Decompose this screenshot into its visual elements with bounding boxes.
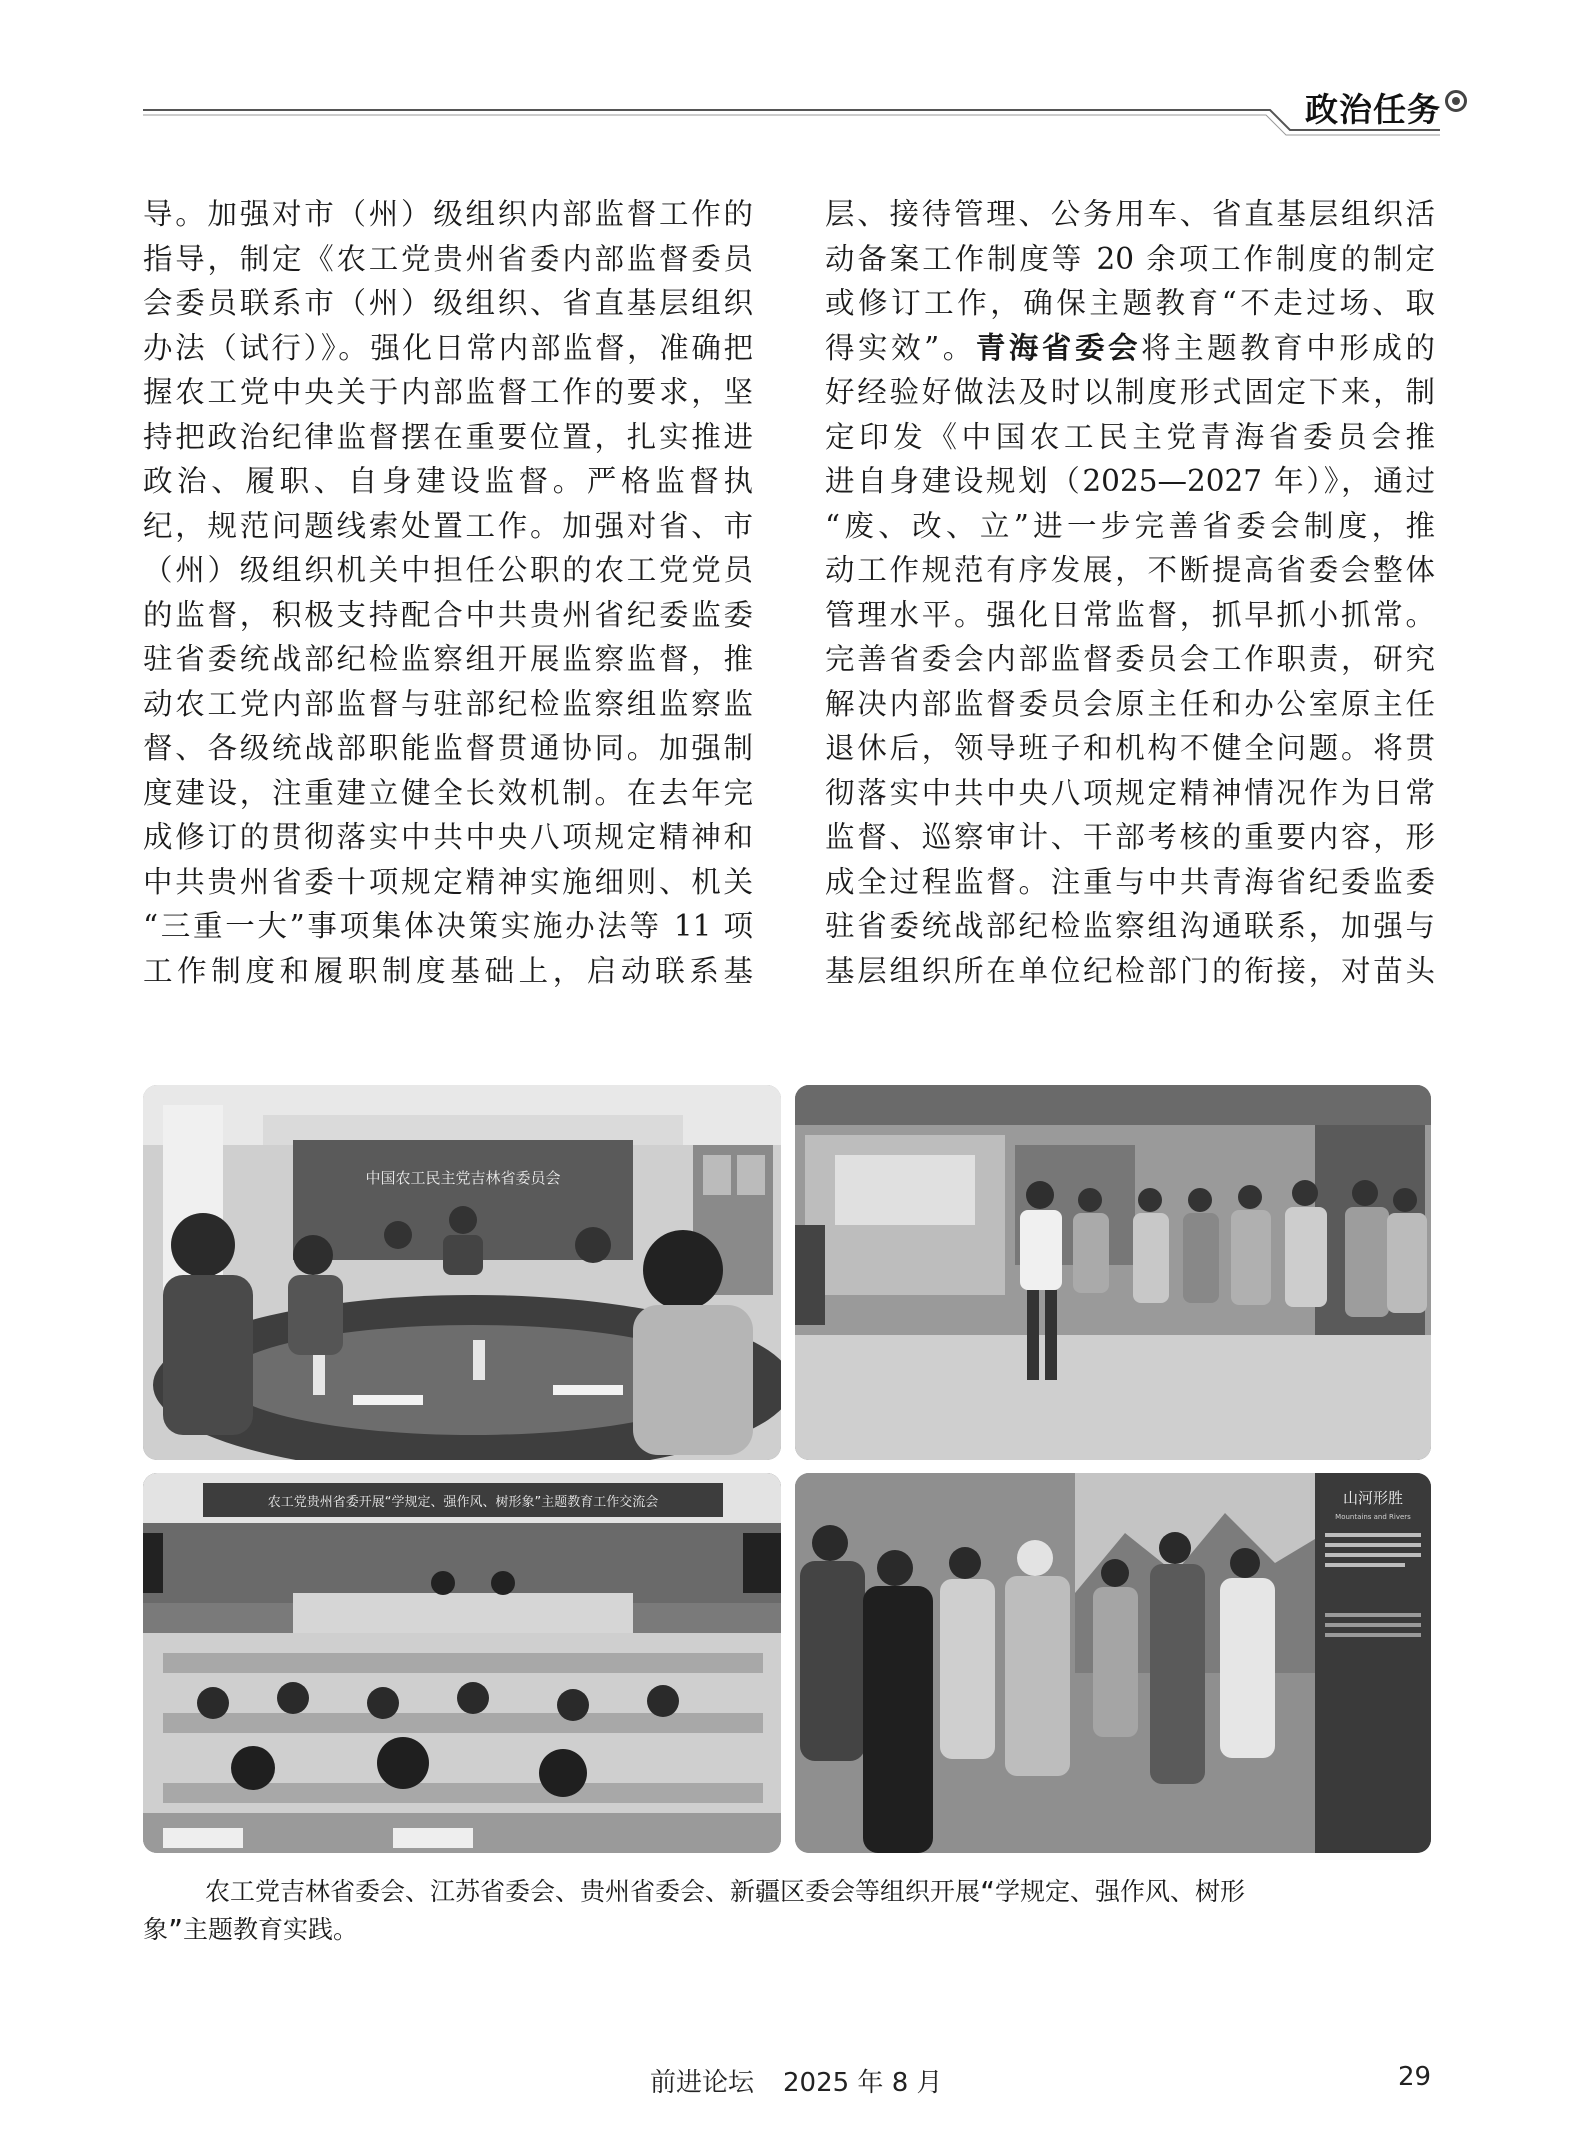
text-line: 政治、履职、自身建设监督。严格监督执 bbox=[143, 464, 753, 498]
photo-exhibition-group bbox=[795, 1085, 1431, 1460]
text-line: 层、接待管理、公务用车、省直基层组织活 bbox=[825, 197, 1435, 231]
text-line: “三重一大”事项集体决策实施办法等 11 项 bbox=[143, 909, 753, 943]
text-line: 工作制度和履职制度基础上，启动联系基 bbox=[143, 953, 753, 988]
photo-guizhou-conference bbox=[143, 1473, 781, 1853]
page-number: 29 bbox=[1398, 2062, 1432, 2092]
text-line: 的监督，积极支持配合中共贵州省纪委监委 bbox=[143, 597, 753, 632]
section-title: 政治任务 bbox=[1305, 90, 1441, 129]
text-line: 会委员联系市（州）级组织、省直基层组织 bbox=[143, 286, 753, 320]
text-line: 握农工党中央关于内部监督工作的要求，坚 bbox=[143, 375, 753, 409]
text-line: 动农工党内部监督与驻部纪检监察组监察监 bbox=[143, 686, 753, 721]
text-line: 纪，规范问题线索处置工作。加强对省、市 bbox=[143, 508, 753, 543]
text-line-mixed bbox=[825, 326, 1435, 371]
text-run: 将主题教育中形成的 bbox=[1141, 330, 1435, 365]
caption-line: 农工党吉林省委会、江苏省委会、贵州省委会、新疆区委会等组织开展“学规定、强作风、树形 bbox=[205, 1877, 1246, 1906]
right-column bbox=[825, 192, 1435, 993]
caption-line: 象”主题教育实践。 bbox=[143, 1915, 359, 1944]
text-line: 成修订的贯彻落实中共中央八项规定精神和 bbox=[143, 820, 753, 854]
text-line: 督、各级统战部职能监督贯通协同。加强制 bbox=[143, 731, 753, 765]
bold-phrase: 青海省委会 bbox=[975, 329, 1142, 365]
target-icon bbox=[1445, 90, 1467, 112]
text-line: 驻省委统战部纪检监察组开展监察监督，推 bbox=[143, 642, 753, 676]
text-line: 解决内部监督委员会原主任和办公室原主任 bbox=[825, 686, 1435, 721]
issue-date: 2025 年 8 月 bbox=[783, 2068, 943, 2098]
text-line: 成全过程监督。注重与中共青海省纪委监委 bbox=[825, 864, 1435, 899]
text-line: 监督、巡察审计、干部考核的重要内容，形 bbox=[825, 820, 1435, 854]
text-line: 驻省委统战部纪检监察组沟通联系，加强与 bbox=[825, 909, 1435, 943]
text-line: 基层组织所在单位纪检部门的衔接，对苗头 bbox=[825, 953, 1435, 988]
text-line: 或修订工作，确保主题教育“不走过场、取 bbox=[825, 286, 1435, 320]
photo-museum-visitors bbox=[795, 1473, 1431, 1853]
figure-caption bbox=[143, 1873, 1433, 1949]
text-line: 进自身建设规划（2025—2027 年）》，通过 bbox=[825, 464, 1435, 498]
text-line: 完善省委会内部监督委员会工作职责，研究 bbox=[825, 642, 1435, 676]
text-line: 管理水平。强化日常监督，抓早抓小抓常。 bbox=[825, 597, 1435, 632]
banner-text: 农工党贵州省委开展“学规定、强作风、树形象”主题教育工作交流会 bbox=[267, 1495, 659, 1510]
panel-title: 山河形胜 bbox=[1342, 1489, 1404, 1507]
text-line: 指导，制定《农工党贵州省委内部监督委员 bbox=[143, 241, 753, 276]
text-line: 持把政治纪律监督摆在重要位置，扎实推进 bbox=[143, 419, 753, 454]
photo-jilin-meeting bbox=[143, 1085, 781, 1460]
text-line: “废、改、立”进一步完善省委会制度，推 bbox=[825, 508, 1435, 543]
text-line: 定印发《中国农工民主党青海省委员会推 bbox=[825, 419, 1435, 454]
text-line: 彻落实中共中央八项规定精神情况作为日常 bbox=[825, 775, 1435, 810]
text-run: 得实效”。 bbox=[825, 330, 976, 365]
text-line: 中共贵州省委十项规定精神实施细则、机关 bbox=[143, 864, 753, 899]
panel-subtitle: Mountains and Rivers bbox=[1335, 1513, 1411, 1521]
text-line: 度建设，注重建立健全长效机制。在去年完 bbox=[143, 775, 753, 810]
text-line: 好经验好做法及时以制度形式固定下来，制 bbox=[825, 375, 1435, 409]
text-line: 退休后，领导班子和机构不健全问题。将贯 bbox=[825, 731, 1435, 765]
text-line: 导。加强对市（州）级组织内部监督工作的 bbox=[143, 197, 753, 231]
text-line: 动工作规范有序发展，不断提高省委会整体 bbox=[825, 553, 1435, 587]
text-line: 办法（试行）》。强化日常内部监督，准确把 bbox=[143, 330, 753, 365]
left-column bbox=[143, 192, 753, 993]
journal-name: 前进论坛 bbox=[650, 2068, 755, 2098]
text-line: 动备案工作制度等 20 余项工作制度的制定 bbox=[825, 241, 1435, 276]
text-line: （州）级组织机关中担任公职的农工党党员 bbox=[143, 553, 753, 587]
banner-text: 中国农工民主党吉林省委员会 bbox=[365, 1169, 561, 1187]
